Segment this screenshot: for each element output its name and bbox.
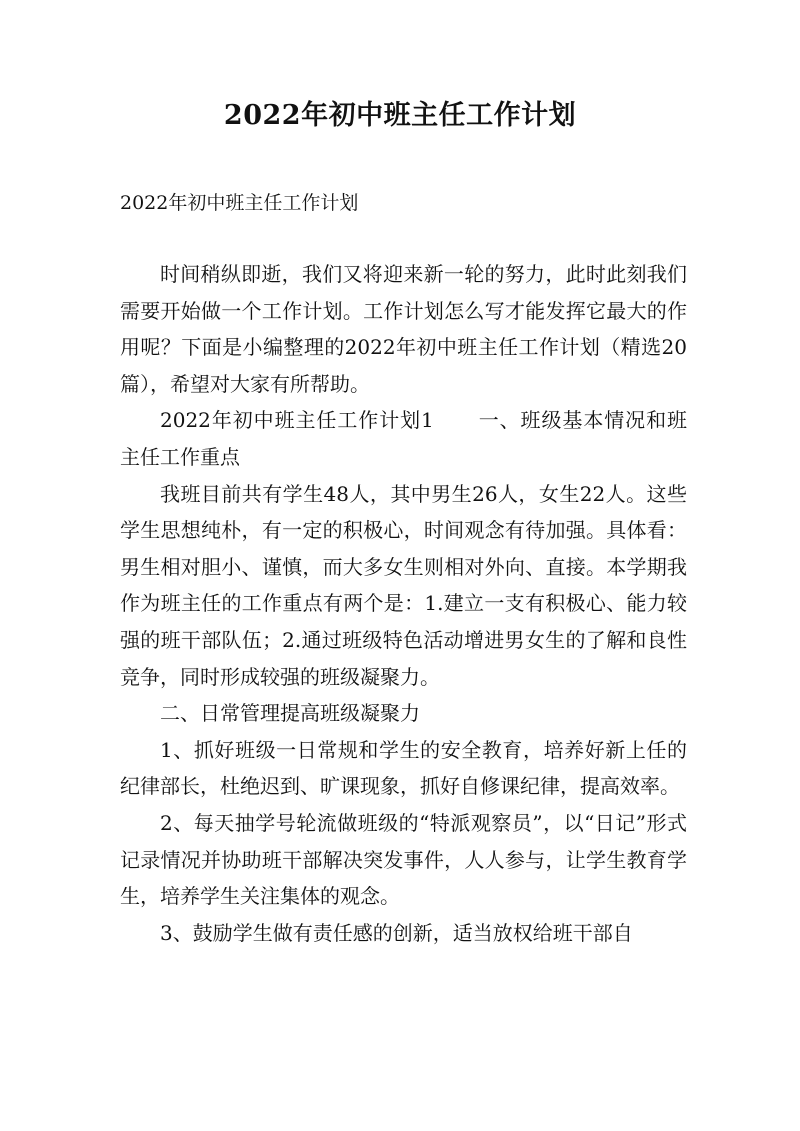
- section1-heading: 一、班级基本情况和班主任工作重点: [120, 408, 688, 469]
- document-body: [120, 256, 687, 951]
- list-item-3: 3、鼓励学生做有责任感的创新，适当放权给班干部自: [160, 920, 633, 945]
- document-subtitle: 2022年初中班主任工作计划: [120, 192, 359, 214]
- section2-heading: 二、日常管理提高班级凝聚力: [160, 701, 420, 726]
- intro-paragraph: 时间稍纵即逝，我们又将迎来新一轮的努力，此时此刻我们需要开始做一个工作计划。工作计划怎么写才能发挥它最大的作用呢？下面是小编整理的2022年初中班主任工作计划（精选20篇），希望对大家有所帮助。: [120, 262, 687, 396]
- document-title: 2022年初中班主任工作计划: [223, 100, 577, 131]
- plan-heading: 2022年初中班主任工作计划1: [160, 408, 434, 433]
- list-item-1: 1、抓好班级一日常规和学生的安全教育，培养好新上任的纪律部长，杜绝迟到、旷课现象，抓好自修课纪律，提高效率。: [120, 737, 687, 799]
- list-item-2: 2、每天抽学号轮流做班级的“特派观察员”，以“日记”形式记录情况并协助班干部解决突发事件，人人参与，让学生教育学生，培养学生关注集体的观念。: [120, 810, 687, 909]
- section1-paragraph: [120, 402, 687, 475]
- section1-body-paragraph: 我班目前共有学生48人，其中男生26人，女生22人。这些学生思想纯朴，有一定的积极心，时间观念有待加强。具体看：男生相对胆小、谨慎，而大多女生则相对外向、直接。本学期我作为班主任的工作重点有两个是：1.建立一支有积极心、能力较强的班干部队伍；2.通过班级特色活动增进男女生的了解和良性竞争，同时形成较强的班级凝聚力。: [120, 481, 687, 689]
